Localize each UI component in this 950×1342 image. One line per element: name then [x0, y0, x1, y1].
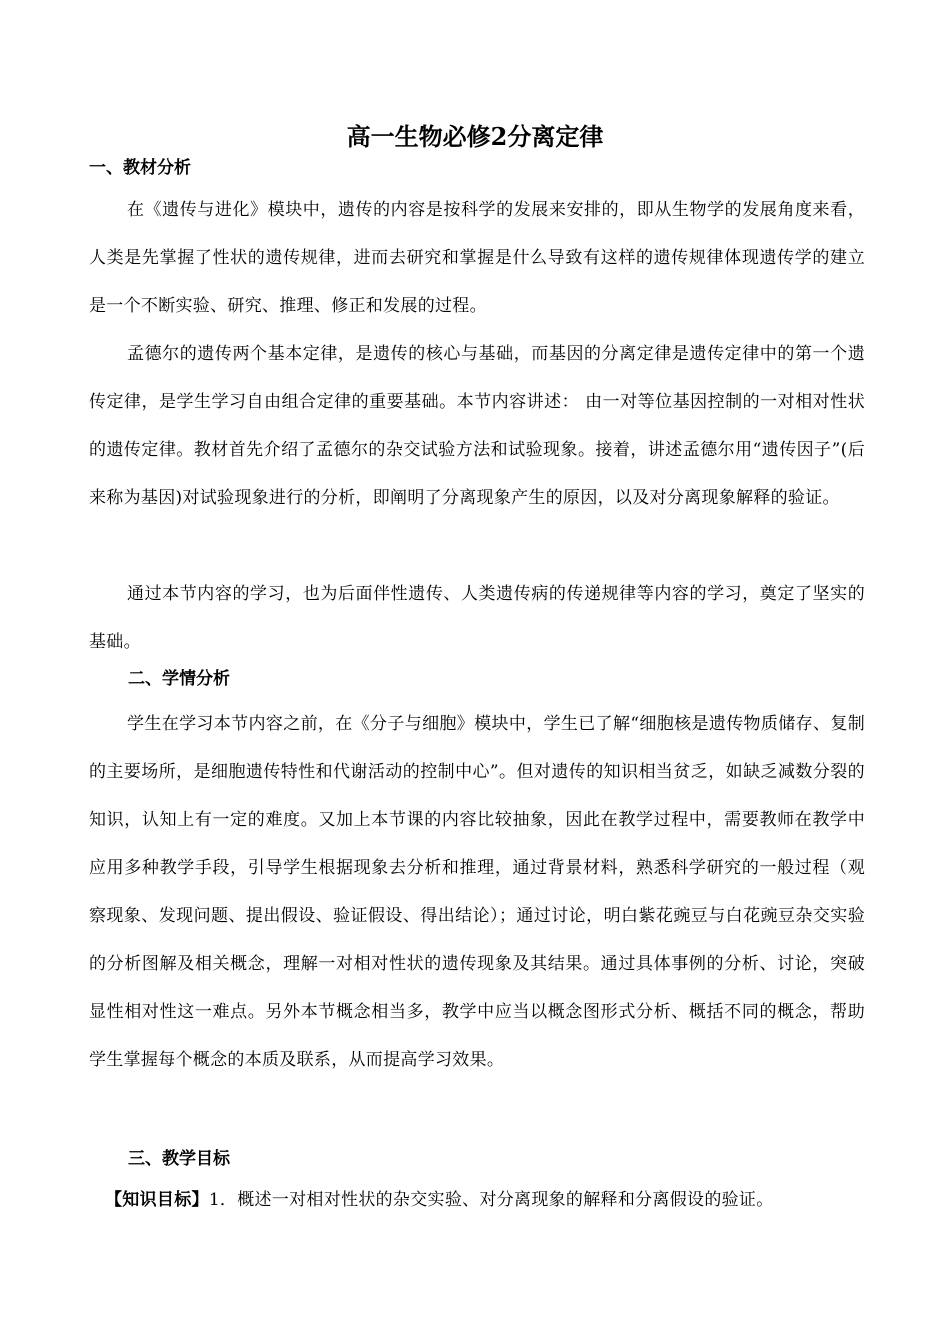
section-heading-textbook-analysis: 一、教材分析 [89, 158, 191, 178]
knowledge-goal-line [105, 1186, 774, 1214]
section-heading-student-analysis: 二、学情分析 [128, 669, 230, 689]
paragraph-textbook-analysis-3: 通过本节内容的学习，也为后面伴性遗传、人类遗传病的传递规律等内容的学习，奠定了坚实的基础。 [89, 584, 865, 652]
knowledge-goal-label: 【知识目标】 [105, 1190, 209, 1210]
paragraph-textbook-analysis-2: 孟德尔的遗传两个基本定律，是遗传的核心与基础，而基因的分离定律是遗传定律中的第一个遗传定律，是学生学习自由组合定律的重要基础。本节内容讲述： 由一对等位基因控制的一对相对性状的遗传定律。教材首先介绍了孟德尔的杂交试验方法和试验现象。接着，讲述孟德尔用“遗传因子”(后来称为基因)对试验现象进行的分析，即阐明了分离现象产生的原因，以及对分离现象解释的验证。 [89, 344, 865, 508]
paragraph-textbook-analysis-1: 在《遗传与进化》模块中，遗传的内容是按科学的发展来安排的，即从生物学的发展角度来看，人类是先掌握了性状的遗传规律，进而去研究和掌握是什么导致有这样的遗传规律体现遗传学的建立是一个不断实验、研究、推理、修正和发展的过程。 [89, 200, 865, 316]
section-heading-teaching-goals: 三、教学目标 [128, 1149, 230, 1169]
document-title: 高一生物必修2分离定律 [346, 122, 604, 151]
knowledge-goal-text: 1．概述一对相对性状的杂交实验、对分离现象的解释和分离假设的验证。 [208, 1190, 774, 1210]
paragraph-student-analysis-1: 学生在学习本节内容之前，在《分子与细胞》模块中，学生已了解“细胞核是遗传物质储存、复制的主要场所，是细胞遗传特性和代谢活动的控制中心”。但对遗传的知识相当贫乏，如缺乏减数分裂的知识，认知上有一定的难度。又加上本节课的内容比较抽象，因此在教学过程中，需要教师在教学中应用多种教学手段，引导学生根据现象去分析和推理，通过背景材料，熟悉科学研究的一般过程（观察现象、发现问题、提出假设、验证假设、得出结论）；通过讨论，明白紫花豌豆与白花豌豆杂交实验的分析图解及相关概念，理解一对相对性状的遗传现象及其结果。通过具体事例的分析、讨论，突破显性相对性这一难点。另外本节概念相当多，教学中应当以概念图形式分析、概括不同的概念，帮助学生掌握每个概念的本质及联系，从而提高学习效果。 [89, 714, 865, 1070]
